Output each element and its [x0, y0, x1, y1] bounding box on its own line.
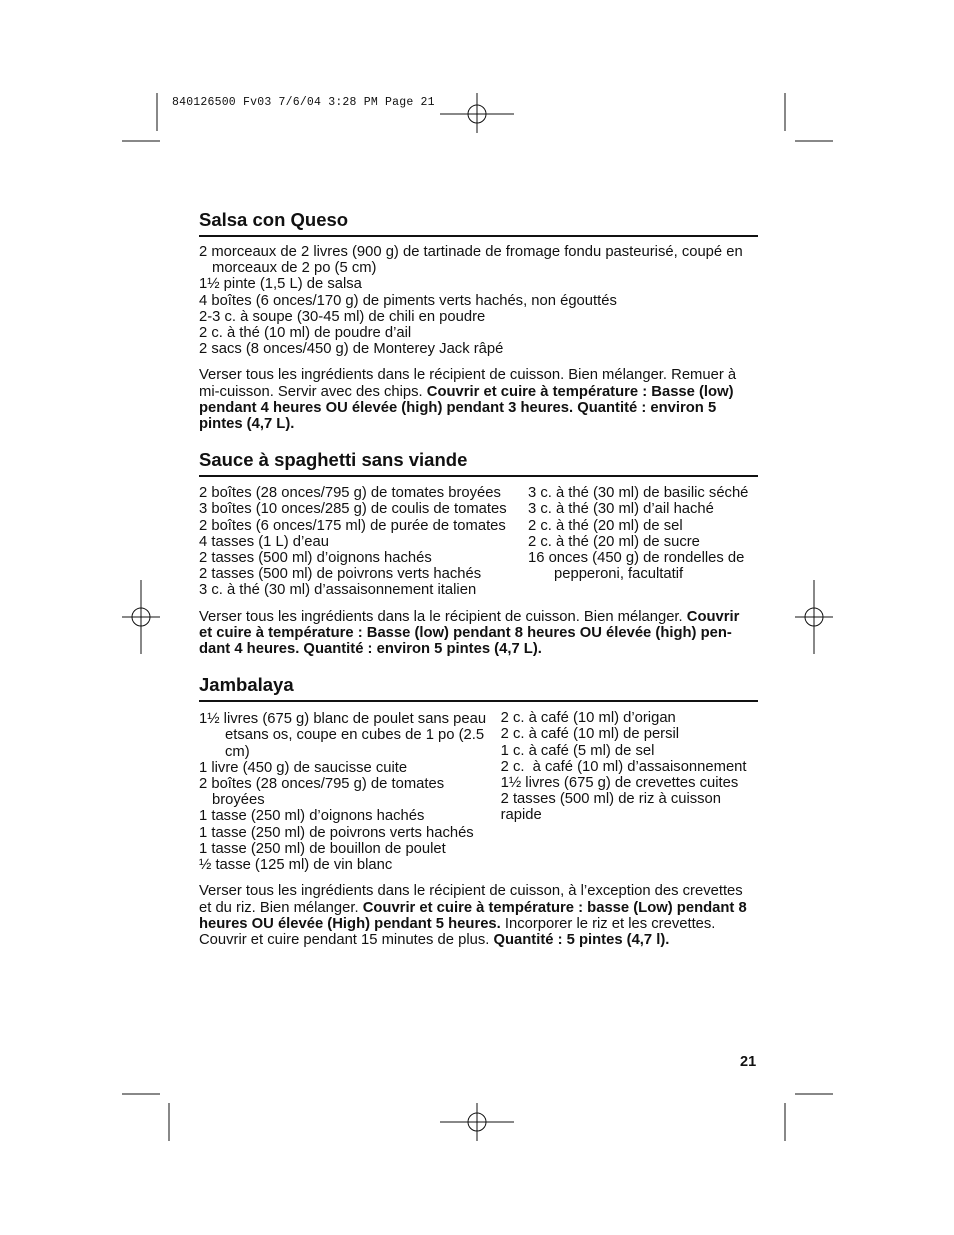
ingredient-item: 2 boîtes (6 onces/175 ml) de purée de tomates [199, 517, 506, 534]
ingredient-item: ½ tasse (125 ml) de vin blanc [199, 857, 393, 874]
ingredient-columns [199, 485, 758, 598]
page-number: 21 [740, 1054, 757, 1070]
instruction-text: Verser tous les ingrédients dans la le récipient de cuisson. Bien mélanger. [199, 608, 687, 625]
ingredient-item: 16 onces (450 g) de rondelles de pepperoni, facultatif [528, 550, 745, 583]
recipe-title: Jambalaya [199, 674, 758, 702]
ingredient-columns [199, 711, 758, 873]
ingredient-item: 3 c. à thé (30 ml) d’ail haché [528, 501, 714, 518]
ingredient-item: 1 tasse (250 ml) d’oignons hachés [199, 808, 425, 825]
ingredient-item: 3 c. à thé (30 ml) d’assaisonnement italien [199, 582, 477, 599]
ingredient-item: 1½ livres (675 g) blanc de poulet sans peau etsans os, coupe en cubes de 1 po (2.5 cm) [199, 711, 487, 760]
ingredient-item: 2 c. à thé (20 ml) de sel [528, 517, 683, 534]
instruction-text: Verser tous les ingrédients dans le récipient de cuisson. Bien mélanger. Remuer à mi-cuisson. Servir avec des chips. [199, 367, 737, 400]
ingredient-list-left [199, 485, 528, 598]
instruction-bold-text: Quantité : 5 pintes (4,7 l). [493, 931, 670, 948]
recipe-sauce-spaghetti [199, 449, 758, 657]
ingredient-item: 1 tasse (250 ml) de poivrons verts hachés [199, 824, 474, 841]
registration-target-bottom [440, 1103, 514, 1141]
ingredient-item: 1 tasse (250 ml) de bouillon de poulet [199, 840, 446, 857]
ingredient-list-right [528, 485, 758, 598]
ingredient-item: 2 c. à thé (20 ml) de sucre [528, 533, 700, 550]
ingredient-list-left [199, 711, 501, 873]
recipe-jambalaya [199, 674, 758, 948]
ingredient-list-right [501, 710, 758, 873]
ingredient-item: 2 c. à café (10 ml) de persil [500, 726, 680, 743]
ingredient-item: 2 boîtes (28 onces/795 g) de tomates broyées [199, 485, 501, 502]
ingredient-item: 2 sacs (8 onces/450 g) de Monterey Jack râpé [199, 341, 504, 358]
ingredient-item: 1 c. à café (5 ml) de sel [500, 742, 655, 759]
recipes-content [199, 209, 758, 948]
instruction-bold-text: Couvrir et cuire à température : basse (Low) pendant 8 heures OU élevée (High) pendant 5 heures. [199, 899, 747, 932]
instruction-bold-text: Couvrir et cuire à température : Basse (low) pendant 8 heures OU élevée (high) pen-dant 4 heures. Quantité : environ 5 pintes (4,7 L). [199, 608, 740, 658]
instruction-text: Verser tous les ingrédients dans le récipient de cuisson, à l’exception des crevettes et du riz. Bien mélanger. [199, 883, 743, 916]
ingredient-item: 1 livre (450 g) de saucisse cuite [199, 759, 408, 776]
ingredient-item: 2 c. à thé (10 ml) de poudre d’ail [199, 325, 412, 342]
ingredient-item: 2 c. à café (10 ml) d’assaisonnement [500, 758, 747, 775]
instruction-text: Incorporer le riz et les crevettes. Couvrir et cuire pendant 15 minutes de plus. [199, 915, 716, 948]
ingredient-item: 4 boîtes (6 onces/170 g) de piments verts hachés, non égouttés [199, 292, 617, 309]
recipe-instructions [199, 883, 747, 948]
registration-target-right [795, 580, 833, 654]
ingredient-item: 2 morceaux de 2 livres (900 g) de tartinade de fromage fondu pasteurisé, coupé en morceaux de 2 po (5 cm) [199, 244, 743, 277]
print-slug-line: 840126500 Fv03 7/6/04 3:28 PM Page 21 [172, 96, 435, 109]
ingredient-item: 1½ livres (675 g) de crevettes cuites [500, 775, 739, 792]
ingredient-item: 2-3 c. à soupe (30-45 ml) de chili en poudre [199, 308, 486, 325]
ingredient-item: 1½ pinte (1,5 L) de salsa [199, 276, 362, 293]
recipe-salsa-con-queso [199, 209, 758, 432]
recipe-instructions [199, 609, 755, 658]
ingredient-list [199, 244, 758, 357]
instruction-bold-text: Couvrir et cuire à température : Basse (low) pendant 4 heures OU élevée (high) pendant 3 heures. Quantité : environ 5 pintes (4,7 L). [199, 383, 734, 433]
ingredient-item: 3 boîtes (10 onces/285 g) de coulis de tomates [199, 501, 507, 518]
ingredient-item: 3 c. à thé (30 ml) de basilic séché [528, 485, 749, 502]
ingredient-item: 2 tasses (500 ml) de poivrons verts hachés [199, 566, 482, 583]
ingredient-item: 2 c. à café (10 ml) d’origan [500, 710, 676, 727]
registration-target-top [440, 93, 514, 133]
registration-target-left [122, 580, 160, 654]
recipe-title: Sauce à spaghetti sans viande [199, 449, 758, 477]
recipe-instructions [199, 367, 751, 432]
ingredient-item: 2 tasses (500 ml) d’oignons hachés [199, 550, 432, 567]
recipe-title: Salsa con Queso [199, 209, 758, 237]
ingredient-item: 4 tasses (1 L) d’eau [199, 533, 329, 550]
ingredient-item: 2 tasses (500 ml) de riz à cuisson rapide [500, 791, 722, 824]
ingredient-item: 2 boîtes (28 onces/795 g) de tomates broyées [199, 776, 445, 809]
